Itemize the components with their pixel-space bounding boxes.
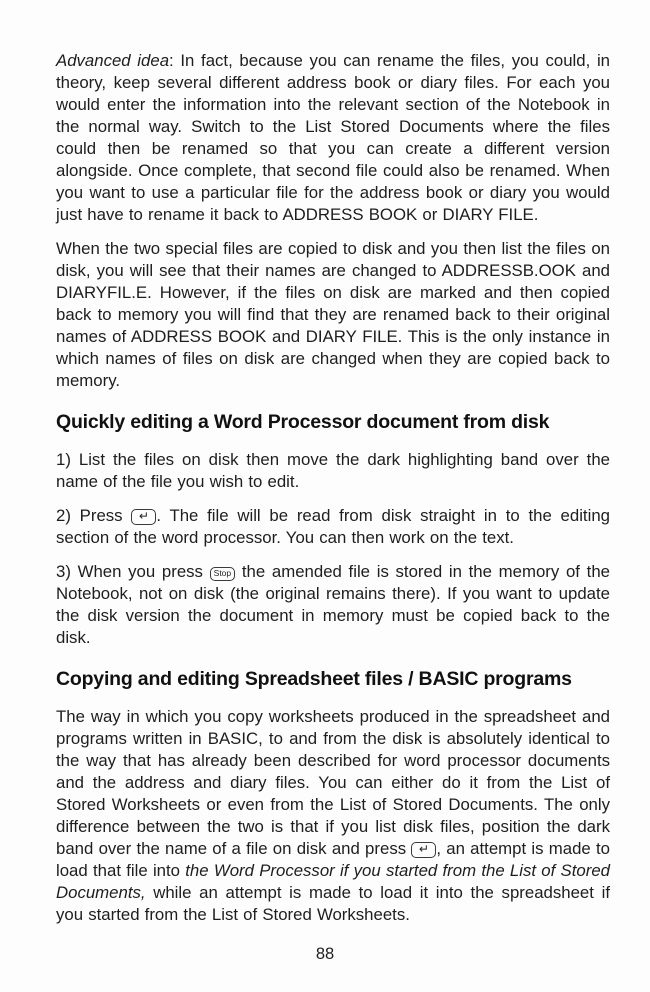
text-run: 1) List the files on disk then move the dark highlighting band over the name of the file you wish to edit. — [56, 450, 610, 491]
text-run: 3) When you press — [56, 562, 210, 581]
paragraph-step-1 — [56, 449, 610, 493]
text-run: : In fact, because you can rename the files, you could, in theory, keep several different address book or diary files. For each you would enter the information into the relevant section of the Notebook in the normal way. Switch to the List Stored Documents where the files could then be renamed so that you can create a different version alongside. Once complete, that second file could also be renamed. When you want to use a particular file for the address book or diary you would just have to rename it back to ADDRESS BOOK or DIARY FILE. — [56, 51, 611, 224]
return-key-icon: ↵ — [411, 842, 436, 858]
document-content — [56, 50, 610, 938]
text-run: The way in which you copy worksheets produced in the spreadsheet and programs written in BASIC, to and from the disk is absolutely identical to the way that has already been described for word processor documents and the address and diary files. You can either do it from the List of Stored Worksheets or even from the List of Stored Documents. The only difference between the two is that if you list disk files, position the dark band over the name of a file on disk and press — [56, 707, 610, 858]
heading-copying-editing: Copying and editing Spreadsheet files / BASIC programs — [56, 668, 572, 690]
text-run: the Word Processor if you started from the List of Stored Documents, — [56, 861, 610, 902]
text-run: 2) Press — [56, 506, 132, 525]
paragraph-special-files — [56, 238, 610, 392]
text-run: . The file will be read from disk straight in to the editing section of the word processor. You can then work on the text. — [56, 506, 610, 547]
paragraph-spreadsheet-basic — [56, 706, 610, 926]
return-key-icon: ↵ — [131, 509, 156, 525]
text-run: while an attempt is made to load it into the spreadsheet if you started from the List of Stored Worksheets. — [56, 883, 610, 924]
text-run: Advanced idea — [56, 51, 170, 70]
paragraph-advanced-idea — [56, 50, 610, 226]
paragraph-step-2 — [56, 505, 610, 549]
page-number: 88 — [315, 945, 335, 963]
text-run: the amended file is stored in the memory of the Notebook, not on disk (the original remains there). If you want to update the disk version the document in memory must be copied back to the disk. — [56, 562, 610, 647]
paragraph-step-3 — [56, 561, 610, 649]
heading-quickly-editing: Quickly editing a Word Processor document from disk — [56, 411, 550, 433]
stop-key-icon: Stop — [210, 567, 236, 581]
text-run: , an attempt is made to load that file into — [56, 839, 610, 880]
text-run: When the two special files are copied to disk and you then list the files on disk, you will see that their names are changed to ADDRESSB.OOK and DIARYFIL.E. However, if the files on disk are marked and then copied back to memory you will find that they are renamed back to their original names of ADDRESS BOOK and DIARY FILE. This is the only instance in which names of files on disk are changed when they are copied back to memory. — [56, 239, 610, 390]
